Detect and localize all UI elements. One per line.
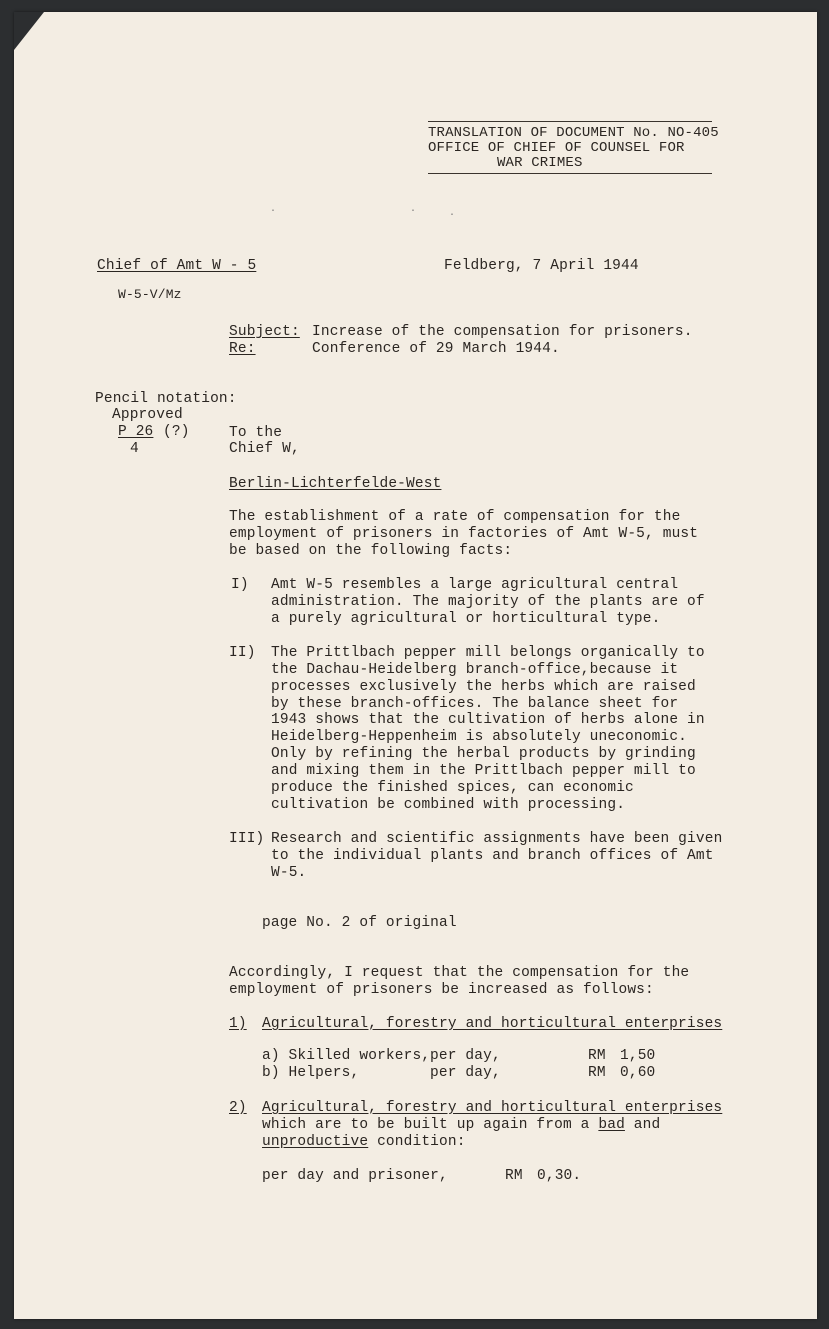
rate-item-line [262, 1117, 660, 1134]
rate-row-amount: 0,30. [537, 1168, 582, 1184]
fact-line: 1943 shows that the cultivation of herbs alone in [271, 712, 705, 728]
fact-line: Heidelberg-Heppenheim is absolutely uneconomic. [271, 729, 688, 745]
stray-mark: · [410, 206, 417, 217]
fact-line: the Dachau-Heidelberg branch-office,because it [271, 662, 679, 678]
rate-row-currency: RM [588, 1048, 606, 1064]
subject-label: Subject: [229, 324, 300, 340]
fact-line: a purely agricultural or horticultural type. [271, 611, 661, 627]
fact-line: W-5. [271, 865, 307, 881]
fact-number: III) [229, 831, 265, 847]
page-note: page No. 2 of original [262, 915, 457, 931]
fact-number: I) [231, 577, 249, 593]
rate-row-label: per day and prisoner, [262, 1168, 448, 1184]
addressee-line-2: Chief W, [229, 441, 300, 457]
fact-line: Only by refining the herbal products by grinding [271, 746, 696, 762]
pencil-notation-paren: (?) [163, 424, 190, 440]
fact-number: II) [229, 645, 256, 661]
rate-row-currency: RM [588, 1065, 606, 1081]
fact-line: processes exclusively the herbs which are raised [271, 679, 696, 695]
fact-line: The Prittlbach pepper mill belongs organically to [271, 645, 705, 661]
rate-row-label: a) Skilled workers, [262, 1048, 431, 1064]
header-bottom-rule [428, 173, 712, 174]
rate-item-text: condition: [377, 1134, 466, 1150]
re-text: Conference of 29 March 1944. [312, 341, 560, 357]
pencil-notation-approved: Approved [112, 407, 183, 423]
rate-item-number: 2) [229, 1100, 247, 1116]
rate-item-emphasis: unproductive [262, 1134, 369, 1150]
re-label: Re: [229, 341, 256, 357]
subject-text: Increase of the compensation for prisoners. [312, 324, 693, 340]
fact-line: Amt W-5 resembles a large agricultural central [271, 577, 679, 593]
header-line-3: WAR CRIMES [497, 155, 583, 171]
header-top-rule [428, 121, 712, 122]
fact-line: by these branch-offices. The balance sheet for [271, 696, 679, 712]
rate-item-line [262, 1134, 466, 1151]
fact-line: administration. The majority of the plants are of [271, 594, 705, 610]
rate-item-text: and [633, 1117, 661, 1133]
header-line-2: OFFICE OF CHIEF OF COUNSEL FOR [428, 140, 685, 156]
rate-item-heading: Agricultural, forestry and horticultural enterprises [262, 1016, 723, 1032]
addressee-location: Berlin-Lichterfelde-West [229, 476, 442, 492]
pencil-notation-denominator: 4 [130, 441, 139, 457]
stray-mark: · [449, 210, 456, 221]
fact-line: and mixing them in the Prittlbach pepper mill to [271, 763, 696, 779]
fact-line: produce the finished spices, can economic [271, 780, 634, 796]
pencil-notation-ref: P 26 [118, 424, 154, 440]
fact-line: to the individual plants and branch offices of Amt [271, 848, 714, 864]
fact-line: Research and scientific assignments have been given [271, 831, 723, 847]
pencil-notation-label: Pencil notation: [95, 391, 237, 407]
sender-title: Chief of Amt W - 5 [97, 258, 257, 274]
header-line-1: TRANSLATION OF DOCUMENT No. NO-405 [428, 125, 719, 141]
rate-row-currency: RM [505, 1168, 523, 1184]
rate-item-emphasis: bad [598, 1117, 625, 1133]
request-line: employment of prisoners be increased as follows: [229, 982, 654, 998]
rate-item-number: 1) [229, 1016, 247, 1032]
addressee-line-1: To the [229, 425, 283, 441]
fact-line: cultivation be combined with processing. [271, 797, 626, 813]
request-line: Accordingly, I request that the compensation for the [229, 965, 690, 981]
intro-line: The establishment of a rate of compensation for the [229, 509, 681, 525]
rate-item-heading: Agricultural, forestry and horticultural enterprises [262, 1100, 723, 1116]
rate-row-period: per day, [430, 1065, 501, 1081]
sender-reference: W-5-V/Mz [118, 287, 182, 302]
intro-line: be based on the following facts: [229, 543, 513, 559]
place-date: Feldberg, 7 April 1944 [444, 258, 639, 274]
rate-item-text: which are to be built up again from a [262, 1117, 590, 1133]
rate-row-amount: 1,50 [620, 1048, 656, 1064]
folded-corner [14, 12, 44, 50]
rate-row-period: per day, [430, 1048, 501, 1064]
stray-mark: · [270, 206, 277, 217]
rate-row-label: b) Helpers, [262, 1065, 360, 1081]
rate-row-amount: 0,60 [620, 1065, 656, 1081]
intro-line: employment of prisoners in factories of Amt W-5, must [229, 526, 699, 542]
